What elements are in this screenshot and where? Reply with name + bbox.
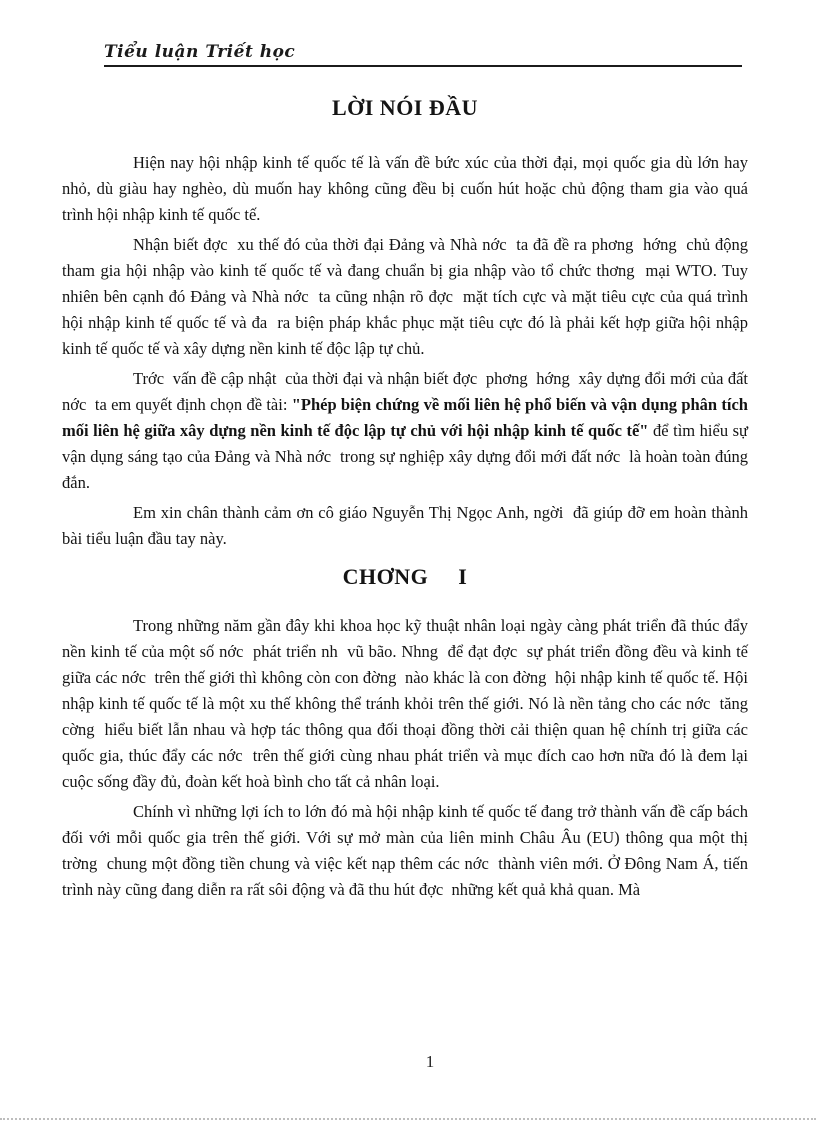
header-title: Tiểu luận Triết học xyxy=(104,42,296,62)
paragraph xyxy=(62,232,748,362)
section-heading: LỜI NÓI ĐẦU xyxy=(331,95,479,120)
paragraph xyxy=(62,799,748,903)
page-break-rule xyxy=(0,1118,816,1120)
text-run: Chính vì những lợi ích to lớn đó mà hội nhập kinh tế quốc tế đang trở thành vấn đề cấp bách đối với mỗi quốc gia trên thế giới. Với sự mở màn của liên minh Châu Âu (EU) thông qua một thị trờng chung một đồng tiền chung và việc kết nạp thêm các nớc thành viên mới. Ở Đông Nam Á, tiến trình này cũng đang diễn ra rất sôi động và đã thu hút đợc những kết quả khả quan. Mà xyxy=(62,802,748,899)
paragraph xyxy=(62,366,748,496)
page-header xyxy=(104,42,742,67)
paragraph xyxy=(62,150,748,228)
chapter-heading: CHƠNG I xyxy=(342,564,468,589)
document-blocks xyxy=(62,88,748,907)
page-number: 1 xyxy=(425,1052,435,1071)
text-run: Nhận biết đợc xu thế đó của thời đại Đảng và Nhà nớc ta đã đề ra phơng hớng chủ động tham gia hội nhập vào kinh tế quốc tế và đang chuẩn bị gia nhập vào tổ chức thơng mại WTO. Tuy nhiên bên cạnh đó Đảng và Nhà nớc ta cũng nhận rõ đợc mặt tích cực và mặt tiêu cực của quá trình hội nhập kinh tế quốc tế và đa ra biện pháp khắc phục mặt tiêu cực đó là phải kết hợp giữa hội nhập kinh tế quốc tế và xây dựng nền kinh tế độc lập tự chủ. xyxy=(62,235,748,358)
text-run: để tìm hiểu sự vận dụng sáng tạo của Đảng và Nhà nớc trong sự nghiệp xây dựng đổi mới đất nớc là hoàn toàn đúng đắn. xyxy=(62,421,748,492)
paragraph xyxy=(62,613,748,795)
bold-run: "Phép biện chứng về mối liên hệ phổ biến và vận dụng phân tích mối liên hệ giữa xây dựng nền kinh tế độc lập tự chủ với hội nhập kinh tế quốc tế" xyxy=(62,395,748,440)
text-run: Trớc vấn đề cập nhật của thời đại và nhận biết đợc phơng hớng xây dựng đổi mới của đất nớc ta em quyết định chọn đề tài: xyxy=(62,369,748,414)
text-run: Hiện nay hội nhập kinh tế quốc tế là vấn đề bức xúc của thời đại, mọi quốc gia dù lớn hay nhỏ, dù giàu hay nghèo, dù muốn hay không cũng đều bị cuốn hút hoặc chủ động tham gia vào quá trình hội nhập kinh tế quốc tế. xyxy=(62,153,748,224)
paragraph xyxy=(62,500,748,552)
text-run: Trong những năm gần đây khi khoa học kỹ thuật nhân loại ngày càng phát triển đã thúc đẩy nền kinh tế của một số nớc phát triển nh vũ bão. Nhng để đạt đợc sự phát triển đồng đều và kinh tế giữa các nớc trên thế giới thì không còn con đờng nào khác là con đờng hội nhập kinh tế quốc tế. Hội nhập kinh tế quốc tế là một xu thế không thể tránh khỏi trên thế giới. Nó là nền tảng cho các nớc tăng cờng hiểu biết lẫn nhau và hợp tác thông qua đối thoại đồng thời cải thiện quan hệ chính trị giữa các quốc gia, thúc đẩy các nớc trên thế giới cùng nhau phát triển và mục đích cao hơn nữa đó là đem lại cuộc sống đầy đủ, đoàn kết hoà bình cho tất cả nhân loại. xyxy=(62,616,748,791)
text-run: Em xin chân thành cảm ơn cô giáo Nguyễn Thị Ngọc Anh, ngời đã giúp đỡ em hoàn thành bài tiểu luận đầu tay này. xyxy=(62,503,748,548)
